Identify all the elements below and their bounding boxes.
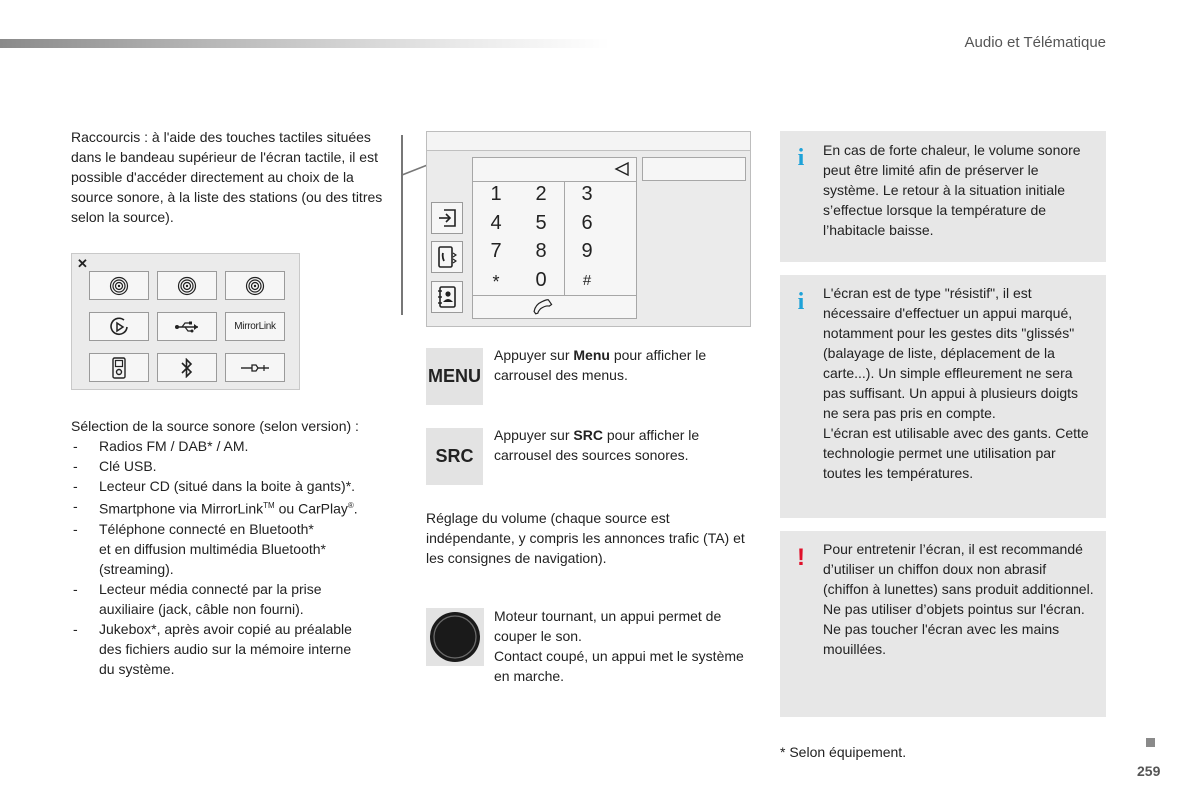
info-text: L'écran est de type "résistif", il est nécessaire d'effectuer un appui marqué, notamment pour les gestes dits "glissés" (balayage de liste, déplacement de la carte...). Un simple effleurement ne sera pas suffisant. Un appui à plusieurs doigts ne sera pas pris en compte. L'écran est utilisable avec des gants. Cette technologie permet une utilisation par toutes les températures. [823,285,1089,481]
exit-icon [437,208,457,228]
key-5[interactable]: 5 [535,211,547,234]
radio-source-button[interactable] [89,271,149,300]
knob-instruction: Moteur tournant, un appui permet de couper le son. Contact coupé, un appui met le système en marche. [494,608,744,684]
src-button-icon: SRC [426,428,483,485]
radio-icon [177,276,197,296]
phone-keypad-screen [426,131,751,327]
list-item: - Smartphone via MirrorLink™ ou CarPlay®. [71,496,401,519]
list-item: - Clé USB. [71,456,401,476]
key-9[interactable]: 9 [581,239,593,262]
backspace-icon [611,160,633,178]
aux-source-button[interactable] [225,353,285,382]
mirrorlink-icon: MirrorLink [234,321,276,332]
info-icon: i [797,145,805,171]
call-button[interactable] [533,297,553,322]
radio-icon [245,276,265,296]
key-1[interactable]: 1 [490,182,502,205]
mirrorlink-source-button[interactable] [225,312,285,341]
key-hash[interactable]: # [582,271,592,289]
info-text: En cas de forte chaleur, le volume sonore peut être limité afin de préserver le système. Le retour à la situation initiale s’effectue lorsque la température de l’habitacle baisse. [823,142,1081,238]
exit-button[interactable] [431,202,463,234]
key-7[interactable]: 7 [490,239,502,262]
key-8[interactable]: 8 [535,239,547,262]
bluetooth-source-button[interactable] [157,353,217,382]
page-marker [1146,738,1155,747]
section-title: Audio et Télématique [964,34,1106,51]
contacts-icon [437,286,457,308]
radio-dab-source-button[interactable] [157,271,217,300]
key-3[interactable]: 3 [581,182,593,205]
radio-am-source-button[interactable] [225,271,285,300]
audio-source-panel [71,253,300,390]
menu-instruction: Appuyer sur Menu pour afficher le carrousel des menus. [494,347,707,383]
radio-icon [109,276,129,296]
volume-paragraph: Réglage du volume (chaque source est indépendante, y compris les annonces trafic (TA) et les consignes de navigation). [426,510,745,566]
cd-source-button[interactable] [89,312,149,341]
key-6[interactable]: 6 [581,211,593,234]
usb-source-button[interactable] [157,312,217,341]
jukebox-source-button[interactable] [89,353,149,382]
source-list-title: Sélection de la source sonore (selon version) : [71,418,359,434]
header-gradient-bar [0,39,610,48]
bluetooth-icon [181,358,193,378]
info-icon: i [797,289,805,315]
contacts-button[interactable] [431,281,463,313]
phone-book-button[interactable] [431,241,463,273]
backspace-button[interactable] [611,160,633,183]
key-2[interactable]: 2 [535,182,547,205]
audio-source-list [71,416,401,679]
rotary-knob-icon [426,608,484,666]
phone-handset-icon [533,297,553,317]
info-box-heat [780,131,1106,262]
close-icon[interactable]: ✕ [77,256,88,271]
key-star[interactable]: * [492,271,500,292]
page-number: 259 [1137,763,1161,779]
warning-icon: ! [797,544,805,571]
usb-icon [174,320,200,334]
list-item: - Jukebox*, après avoir copié au préalable des fichiers audio sur la mémoire interne du système. [71,619,401,679]
warning-text: Pour entretenir l’écran, il est recommandé d’utiliser un chiffon doux non abrasif (chiffon à lunettes) sans produit additionnel. Ne pas utiliser d’objets pointus sur l'écran. Ne pas toucher l'écran avec les mains mouillées. [823,541,1094,657]
src-instruction: Appuyer sur SRC pour afficher le carrousel des sources sonores. [494,427,700,463]
info-box-resistive-screen [780,275,1106,518]
list-item: - Radios FM / DAB* / AM. [71,436,401,456]
play-disc-icon [108,316,130,338]
media-player-icon [112,357,126,379]
key-4[interactable]: 4 [490,211,502,234]
list-item: - Lecteur CD (situé dans la boite à gants)*. [71,476,401,496]
rotary-knob-icon-box [426,608,484,666]
number-display-field [642,157,746,181]
aux-jack-icon [240,362,270,374]
footnote: * Selon équipement. [780,744,907,760]
shortcuts-paragraph: Raccourcis : à l'aide des touches tactiles situées dans le bandeau supérieur de l'écran tactile, il est possible d'accéder directement au choix de la source sonore, à la liste des stations (ou des titres selon la source). [71,129,383,225]
warning-box-screen-care [780,531,1106,717]
list-item: - Lecteur média connecté par la prise auxiliaire (jack, câble non fourni). [71,579,401,619]
menu-button-icon: MENU [426,348,483,405]
screen-top-bar [427,132,750,151]
key-0[interactable]: 0 [535,268,547,291]
list-item: - Téléphone connecté en Bluetooth* et en diffusion multimédia Bluetooth* (streaming). [71,519,401,579]
phone-book-icon [437,246,457,268]
